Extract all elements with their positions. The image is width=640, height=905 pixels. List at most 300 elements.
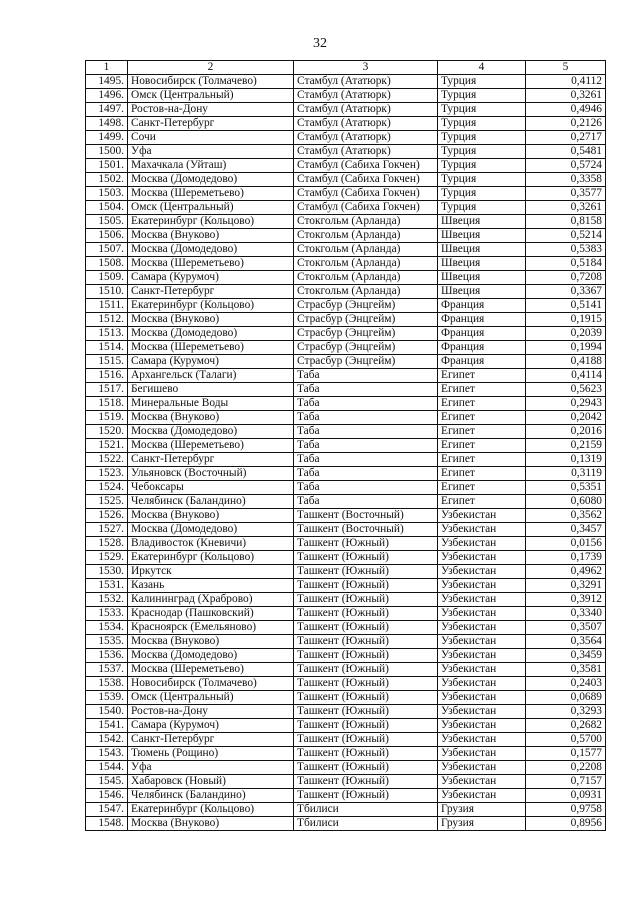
- row-number: 1524.: [86, 481, 128, 495]
- row-number: 1516.: [86, 369, 128, 383]
- country: Франция: [438, 327, 526, 341]
- coefficient: 0,3358: [526, 173, 606, 187]
- country: Узбекистан: [438, 537, 526, 551]
- departure-airport: Москва (Внуково): [128, 509, 294, 523]
- row-number: 1537.: [86, 663, 128, 677]
- departure-airport: Москва (Домодедово): [128, 243, 294, 257]
- arrival-airport: Ташкент (Южный): [294, 593, 438, 607]
- table-row: [86, 159, 606, 173]
- coefficient: 0,6080: [526, 495, 606, 509]
- row-number: 1521.: [86, 439, 128, 453]
- country: Турция: [438, 159, 526, 173]
- arrival-airport: Таба: [294, 467, 438, 481]
- row-number: 1526.: [86, 509, 128, 523]
- coefficient: 0,2403: [526, 677, 606, 691]
- country: Грузия: [438, 817, 526, 831]
- country: Египет: [438, 453, 526, 467]
- table-row: [86, 509, 606, 523]
- table-body: [86, 75, 606, 831]
- arrival-airport: Таба: [294, 495, 438, 509]
- coefficient: 0,1915: [526, 313, 606, 327]
- arrival-airport: Ташкент (Южный): [294, 677, 438, 691]
- arrival-airport: Ташкент (Южный): [294, 691, 438, 705]
- arrival-airport: Таба: [294, 369, 438, 383]
- row-number: 1512.: [86, 313, 128, 327]
- table-row: [86, 691, 606, 705]
- table-row: [86, 103, 606, 117]
- departure-airport: Хабаровск (Новый): [128, 775, 294, 789]
- row-number: 1533.: [86, 607, 128, 621]
- departure-airport: Махачкала (Уйташ): [128, 159, 294, 173]
- arrival-airport: Стокгольм (Арланда): [294, 229, 438, 243]
- table-row: [86, 145, 606, 159]
- coefficient: 0,4962: [526, 565, 606, 579]
- departure-airport: Владивосток (Кневичи): [128, 537, 294, 551]
- coefficient: 0,8158: [526, 215, 606, 229]
- row-number: 1540.: [86, 705, 128, 719]
- country: Узбекистан: [438, 565, 526, 579]
- coefficient: 0,3912: [526, 593, 606, 607]
- departure-airport: Санкт-Петербург: [128, 117, 294, 131]
- table-row: [86, 817, 606, 831]
- country: Швеция: [438, 285, 526, 299]
- row-number: 1504.: [86, 201, 128, 215]
- coefficient: 0,2126: [526, 117, 606, 131]
- arrival-airport: Стамбул (Ататюрк): [294, 103, 438, 117]
- arrival-airport: Ташкент (Южный): [294, 789, 438, 803]
- country: Узбекистан: [438, 719, 526, 733]
- row-number: 1519.: [86, 411, 128, 425]
- coefficient: 0,9758: [526, 803, 606, 817]
- table-row: [86, 719, 606, 733]
- country: Грузия: [438, 803, 526, 817]
- country: Франция: [438, 355, 526, 369]
- country: Узбекистан: [438, 761, 526, 775]
- country: Узбекистан: [438, 579, 526, 593]
- coefficient: 0,4114: [526, 369, 606, 383]
- coefficient: 0,1994: [526, 341, 606, 355]
- coefficient: 0,7208: [526, 271, 606, 285]
- country: Турция: [438, 117, 526, 131]
- country: Швеция: [438, 271, 526, 285]
- table-row: [86, 397, 606, 411]
- coefficient: 0,8956: [526, 817, 606, 831]
- coefficient: 0,3291: [526, 579, 606, 593]
- table-row: [86, 537, 606, 551]
- arrival-airport: Стамбул (Сабиха Гокчен): [294, 173, 438, 187]
- arrival-airport: Стокгольм (Арланда): [294, 215, 438, 229]
- arrival-airport: Стокгольм (Арланда): [294, 243, 438, 257]
- table-row: [86, 481, 606, 495]
- row-number: 1513.: [86, 327, 128, 341]
- table-header: [86, 61, 606, 75]
- departure-airport: Москва (Домодедово): [128, 649, 294, 663]
- coefficient: 0,4946: [526, 103, 606, 117]
- departure-airport: Екатеринбург (Кольцово): [128, 299, 294, 313]
- country: Узбекистан: [438, 635, 526, 649]
- row-number: 1529.: [86, 551, 128, 565]
- departure-airport: Омск (Центральный): [128, 89, 294, 103]
- departure-airport: Москва (Внуково): [128, 635, 294, 649]
- row-number: 1541.: [86, 719, 128, 733]
- table-row: [86, 439, 606, 453]
- departure-airport: Екатеринбург (Кольцово): [128, 215, 294, 229]
- coefficient: 0,3564: [526, 635, 606, 649]
- table-row: [86, 327, 606, 341]
- table-row: [86, 201, 606, 215]
- departure-airport: Москва (Внуково): [128, 229, 294, 243]
- row-number: 1506.: [86, 229, 128, 243]
- table-row: [86, 775, 606, 789]
- coefficient: 0,3261: [526, 201, 606, 215]
- departure-airport: Краснодар (Пашковский): [128, 607, 294, 621]
- arrival-airport: Таба: [294, 481, 438, 495]
- country: Узбекистан: [438, 775, 526, 789]
- country: Франция: [438, 341, 526, 355]
- arrival-airport: Стокгольм (Арланда): [294, 271, 438, 285]
- coefficient: 0,0689: [526, 691, 606, 705]
- arrival-airport: Ташкент (Южный): [294, 649, 438, 663]
- arrival-airport: Ташкент (Южный): [294, 621, 438, 635]
- country: Узбекистан: [438, 789, 526, 803]
- coefficient: 0,1319: [526, 453, 606, 467]
- arrival-airport: Ташкент (Южный): [294, 775, 438, 789]
- country: Египет: [438, 481, 526, 495]
- departure-airport: Санкт-Петербург: [128, 453, 294, 467]
- table-row: [86, 635, 606, 649]
- row-number: 1523.: [86, 467, 128, 481]
- country: Узбекистан: [438, 747, 526, 761]
- row-number: 1497.: [86, 103, 128, 117]
- arrival-airport: Ташкент (Южный): [294, 635, 438, 649]
- country: Узбекистан: [438, 551, 526, 565]
- row-number: 1499.: [86, 131, 128, 145]
- table-row: [86, 285, 606, 299]
- header-col-2: 2: [128, 61, 294, 75]
- table-row: [86, 467, 606, 481]
- country: Египет: [438, 411, 526, 425]
- coefficient: 0,3581: [526, 663, 606, 677]
- row-number: 1501.: [86, 159, 128, 173]
- coefficient: 0,5383: [526, 243, 606, 257]
- table-row: [86, 705, 606, 719]
- row-number: 1508.: [86, 257, 128, 271]
- arrival-airport: Ташкент (Южный): [294, 565, 438, 579]
- departure-airport: Тюмень (Рощино): [128, 747, 294, 761]
- departure-airport: Омск (Центральный): [128, 691, 294, 705]
- row-number: 1496.: [86, 89, 128, 103]
- departure-airport: Красноярск (Емельяново): [128, 621, 294, 635]
- header-col-4: 4: [438, 61, 526, 75]
- table-row: [86, 89, 606, 103]
- country: Египет: [438, 397, 526, 411]
- departure-airport: Новосибирск (Толмачево): [128, 677, 294, 691]
- row-number: 1505.: [86, 215, 128, 229]
- country: Узбекистан: [438, 523, 526, 537]
- coefficient: 0,3562: [526, 509, 606, 523]
- departure-airport: Москва (Шереметьево): [128, 663, 294, 677]
- country: Узбекистан: [438, 509, 526, 523]
- coefficient: 0,5724: [526, 159, 606, 173]
- row-number: 1517.: [86, 383, 128, 397]
- country: Египет: [438, 383, 526, 397]
- country: Швеция: [438, 229, 526, 243]
- row-number: 1532.: [86, 593, 128, 607]
- departure-airport: Самара (Курумоч): [128, 355, 294, 369]
- table-row: [86, 551, 606, 565]
- table-row: [86, 383, 606, 397]
- arrival-airport: Страсбур (Энцгейм): [294, 327, 438, 341]
- table-row: [86, 593, 606, 607]
- row-number: 1535.: [86, 635, 128, 649]
- header-col-1: 1: [86, 61, 128, 75]
- row-number: 1525.: [86, 495, 128, 509]
- departure-airport: Москва (Внуково): [128, 313, 294, 327]
- departure-airport: Бегишево: [128, 383, 294, 397]
- table-row: [86, 229, 606, 243]
- departure-airport: Москва (Шереметьево): [128, 439, 294, 453]
- arrival-airport: Стамбул (Сабиха Гокчен): [294, 159, 438, 173]
- table-row: [86, 313, 606, 327]
- row-number: 1530.: [86, 565, 128, 579]
- table-row: [86, 271, 606, 285]
- row-number: 1511.: [86, 299, 128, 313]
- departure-airport: Москва (Шереметьево): [128, 341, 294, 355]
- row-number: 1522.: [86, 453, 128, 467]
- departure-airport: Казань: [128, 579, 294, 593]
- departure-airport: Екатеринбург (Кольцово): [128, 551, 294, 565]
- table-row: [86, 495, 606, 509]
- arrival-airport: Ташкент (Южный): [294, 705, 438, 719]
- arrival-airport: Ташкент (Восточный): [294, 509, 438, 523]
- table-row: [86, 579, 606, 593]
- row-number: 1548.: [86, 817, 128, 831]
- table-row: [86, 747, 606, 761]
- departure-airport: Самара (Курумоч): [128, 271, 294, 285]
- departure-airport: Ростов-на-Дону: [128, 705, 294, 719]
- table-row: [86, 453, 606, 467]
- row-number: 1514.: [86, 341, 128, 355]
- table-row: [86, 761, 606, 775]
- coefficient: 0,1577: [526, 747, 606, 761]
- country: Швеция: [438, 215, 526, 229]
- coefficient: 0,5141: [526, 299, 606, 313]
- table-row: [86, 523, 606, 537]
- arrival-airport: Ташкент (Южный): [294, 663, 438, 677]
- coefficient: 0,0931: [526, 789, 606, 803]
- arrival-airport: Ташкент (Восточный): [294, 523, 438, 537]
- coefficient: 0,3261: [526, 89, 606, 103]
- departure-airport: Сочи: [128, 131, 294, 145]
- row-number: 1502.: [86, 173, 128, 187]
- coefficient: 0,4188: [526, 355, 606, 369]
- row-number: 1546.: [86, 789, 128, 803]
- coefficient: 0,3340: [526, 607, 606, 621]
- country: Египет: [438, 425, 526, 439]
- row-number: 1531.: [86, 579, 128, 593]
- arrival-airport: Тбилиси: [294, 817, 438, 831]
- country: Узбекистан: [438, 649, 526, 663]
- arrival-airport: Ташкент (Южный): [294, 551, 438, 565]
- departure-airport: Москва (Домодедово): [128, 327, 294, 341]
- table-row: [86, 257, 606, 271]
- coefficient: 0,3459: [526, 649, 606, 663]
- table-row: [86, 173, 606, 187]
- table-row: [86, 733, 606, 747]
- departure-airport: Самара (Курумоч): [128, 719, 294, 733]
- departure-airport: Москва (Домодедово): [128, 425, 294, 439]
- departure-airport: Ульяновск (Восточный): [128, 467, 294, 481]
- departure-airport: Новосибирск (Толмачево): [128, 75, 294, 89]
- row-number: 1498.: [86, 117, 128, 131]
- country: Узбекистан: [438, 621, 526, 635]
- arrival-airport: Таба: [294, 439, 438, 453]
- arrival-airport: Стамбул (Ататюрк): [294, 145, 438, 159]
- arrival-airport: Таба: [294, 425, 438, 439]
- page-number: 32: [313, 36, 327, 51]
- row-number: 1510.: [86, 285, 128, 299]
- arrival-airport: Ташкент (Южный): [294, 733, 438, 747]
- arrival-airport: Таба: [294, 397, 438, 411]
- country: Швеция: [438, 257, 526, 271]
- departure-airport: Ростов-на-Дону: [128, 103, 294, 117]
- table-row: [86, 341, 606, 355]
- coefficient: 0,7157: [526, 775, 606, 789]
- country: Франция: [438, 313, 526, 327]
- coefficient: 0,2943: [526, 397, 606, 411]
- arrival-airport: Ташкент (Южный): [294, 607, 438, 621]
- coefficient: 0,2208: [526, 761, 606, 775]
- table-row: [86, 355, 606, 369]
- header-row: [86, 61, 606, 75]
- routes-table: [85, 60, 606, 831]
- departure-airport: Москва (Внуково): [128, 817, 294, 831]
- departure-airport: Москва (Домодедово): [128, 523, 294, 537]
- departure-airport: Челябинск (Баландино): [128, 789, 294, 803]
- row-number: 1518.: [86, 397, 128, 411]
- table-row: [86, 243, 606, 257]
- row-number: 1528.: [86, 537, 128, 551]
- row-number: 1507.: [86, 243, 128, 257]
- header-col-3: 3: [294, 61, 438, 75]
- row-number: 1527.: [86, 523, 128, 537]
- coefficient: 0,5623: [526, 383, 606, 397]
- country: Узбекистан: [438, 691, 526, 705]
- row-number: 1503.: [86, 187, 128, 201]
- row-number: 1536.: [86, 649, 128, 663]
- row-number: 1545.: [86, 775, 128, 789]
- country: Египет: [438, 495, 526, 509]
- departure-airport: Архангельск (Талаги): [128, 369, 294, 383]
- table-row: [86, 663, 606, 677]
- country: Узбекистан: [438, 733, 526, 747]
- arrival-airport: Тбилиси: [294, 803, 438, 817]
- country: Египет: [438, 467, 526, 481]
- departure-airport: Иркутск: [128, 565, 294, 579]
- country: Турция: [438, 103, 526, 117]
- row-number: 1520.: [86, 425, 128, 439]
- departure-airport: Чебоксары: [128, 481, 294, 495]
- table-row: [86, 621, 606, 635]
- departure-airport: Москва (Домодедово): [128, 173, 294, 187]
- arrival-airport: Таба: [294, 453, 438, 467]
- coefficient: 0,3577: [526, 187, 606, 201]
- row-number: 1534.: [86, 621, 128, 635]
- country: Узбекистан: [438, 677, 526, 691]
- table-row: [86, 369, 606, 383]
- row-number: 1509.: [86, 271, 128, 285]
- country: Турция: [438, 187, 526, 201]
- table-row: [86, 131, 606, 145]
- departure-airport: Екатеринбург (Кольцово): [128, 803, 294, 817]
- row-number: 1542.: [86, 733, 128, 747]
- table-row: [86, 215, 606, 229]
- coefficient: 0,5481: [526, 145, 606, 159]
- arrival-airport: Ташкент (Южный): [294, 579, 438, 593]
- arrival-airport: Стамбул (Ататюрк): [294, 131, 438, 145]
- coefficient: 0,3507: [526, 621, 606, 635]
- table-row: [86, 803, 606, 817]
- table-row: [86, 789, 606, 803]
- country: Франция: [438, 299, 526, 313]
- row-number: 1543.: [86, 747, 128, 761]
- arrival-airport: Таба: [294, 411, 438, 425]
- table-row: [86, 411, 606, 425]
- departure-airport: Челябинск (Баландино): [128, 495, 294, 509]
- country: Узбекистан: [438, 663, 526, 677]
- departure-airport: Калининград (Храброво): [128, 593, 294, 607]
- arrival-airport: Ташкент (Южный): [294, 719, 438, 733]
- coefficient: 0,4112: [526, 75, 606, 89]
- country: Турция: [438, 201, 526, 215]
- country: Турция: [438, 145, 526, 159]
- table-row: [86, 187, 606, 201]
- departure-airport: Омск (Центральный): [128, 201, 294, 215]
- arrival-airport: Ташкент (Южный): [294, 747, 438, 761]
- arrival-airport: Таба: [294, 383, 438, 397]
- coefficient: 0,5351: [526, 481, 606, 495]
- coefficient: 0,2042: [526, 411, 606, 425]
- coefficient: 0,2717: [526, 131, 606, 145]
- coefficient: 0,3119: [526, 467, 606, 481]
- row-number: 1500.: [86, 145, 128, 159]
- departure-airport: Минеральные Воды: [128, 397, 294, 411]
- coefficient: 0,3293: [526, 705, 606, 719]
- coefficient: 0,3367: [526, 285, 606, 299]
- country: Узбекистан: [438, 705, 526, 719]
- table-row: [86, 565, 606, 579]
- coefficient: 0,2682: [526, 719, 606, 733]
- country: Турция: [438, 131, 526, 145]
- arrival-airport: Стокгольм (Арланда): [294, 285, 438, 299]
- coefficient: 0,2016: [526, 425, 606, 439]
- arrival-airport: Ташкент (Южный): [294, 537, 438, 551]
- table-row: [86, 425, 606, 439]
- row-number: 1544.: [86, 761, 128, 775]
- table-row: [86, 607, 606, 621]
- departure-airport: Москва (Шереметьево): [128, 257, 294, 271]
- departure-airport: Уфа: [128, 761, 294, 775]
- departure-airport: Уфа: [128, 145, 294, 159]
- country: Узбекистан: [438, 607, 526, 621]
- departure-airport: Санкт-Петербург: [128, 733, 294, 747]
- row-number: 1515.: [86, 355, 128, 369]
- arrival-airport: Страсбур (Энцгейм): [294, 313, 438, 327]
- country: Узбекистан: [438, 593, 526, 607]
- country: Египет: [438, 439, 526, 453]
- arrival-airport: Страсбур (Энцгейм): [294, 299, 438, 313]
- departure-airport: Москва (Шереметьево): [128, 187, 294, 201]
